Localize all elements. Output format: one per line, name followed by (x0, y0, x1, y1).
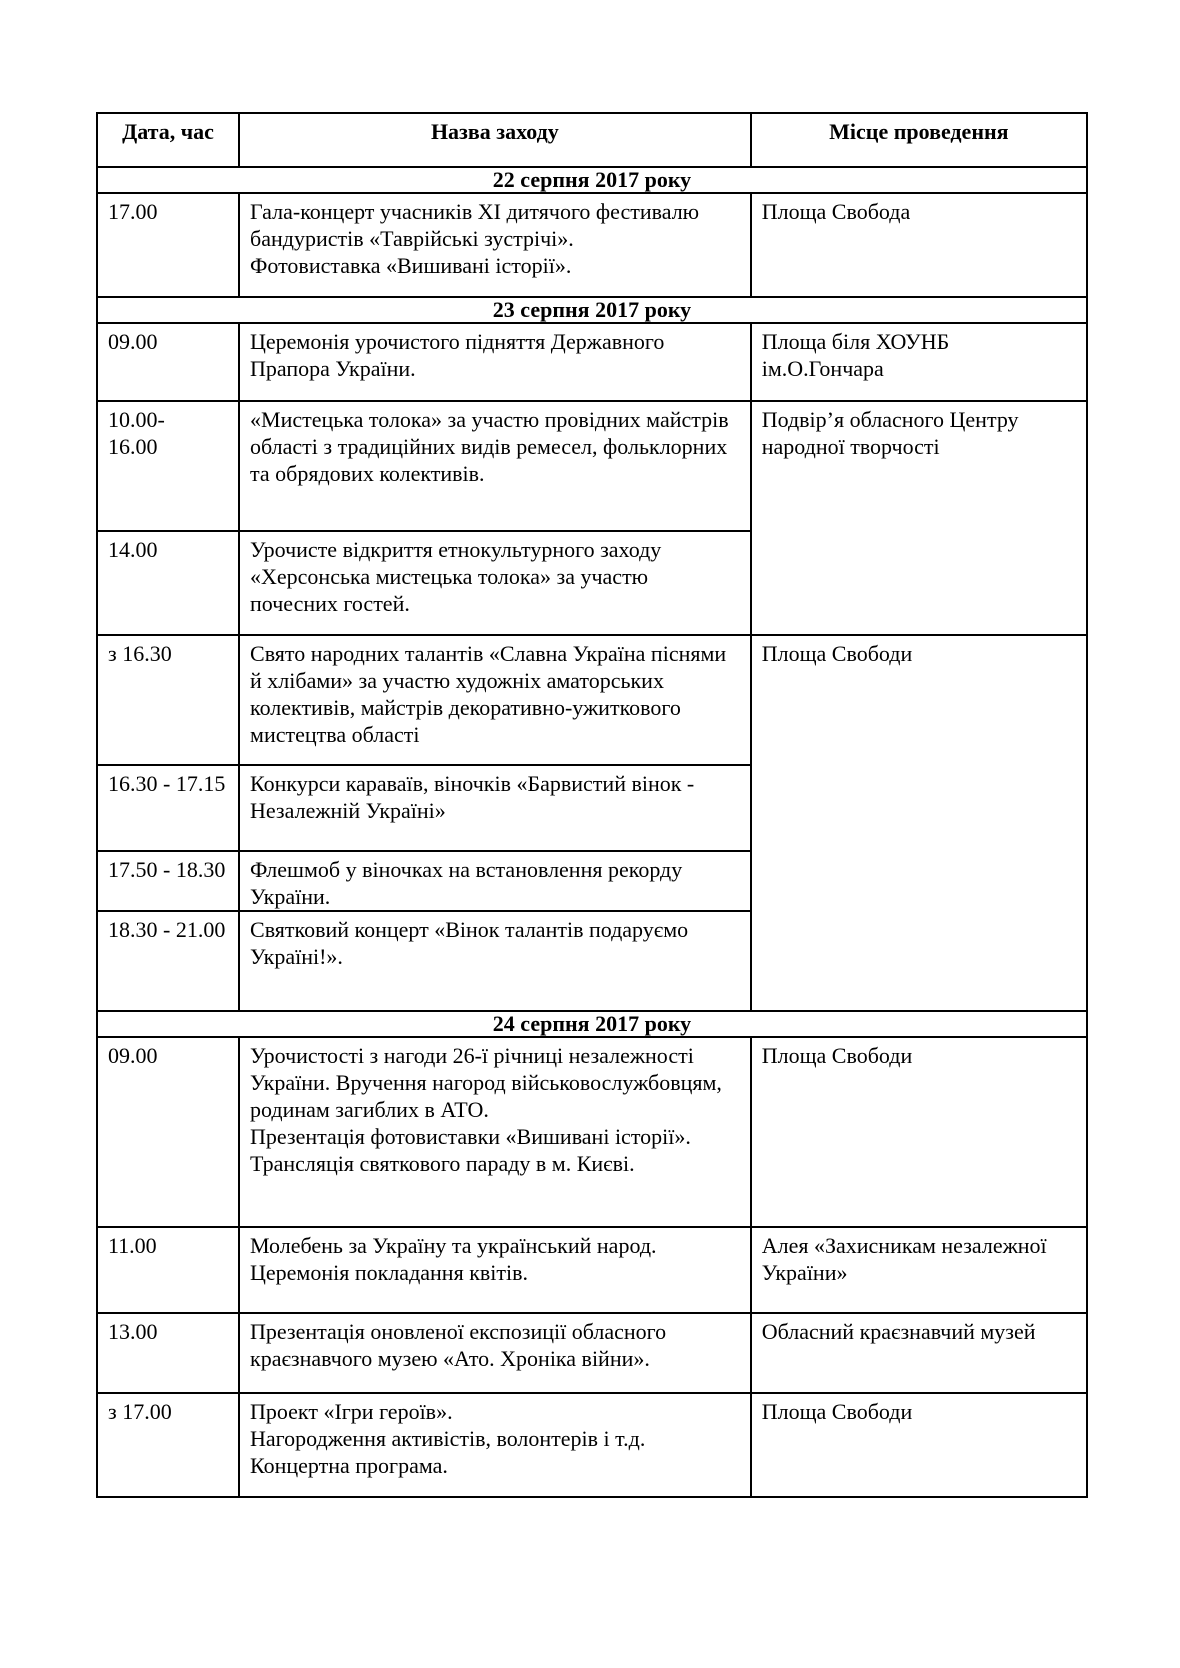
place-cell: Площа Свободи (761, 641, 913, 666)
date-row-23 (97, 297, 1087, 323)
time-cell: 16.30 - 17.15 (108, 771, 226, 796)
place-cell: Обласний краєзнавчий музей (761, 1319, 1036, 1344)
date-label: 24 серпня 2017 року (97, 1011, 1087, 1037)
events-schedule-table (96, 112, 1088, 1498)
table-row (97, 1313, 1087, 1393)
header-date: Дата, час (97, 113, 239, 167)
time-cell: 10.00- 16.00 (108, 407, 165, 459)
table-row (97, 1227, 1087, 1313)
place-cell: Площа Свобода (761, 199, 911, 224)
date-label: 23 серпня 2017 року (97, 297, 1087, 323)
table-header-row (97, 113, 1087, 167)
table-row (97, 193, 1087, 297)
time-cell: 09.00 (108, 329, 158, 354)
event-cell: Церемонія урочистого підняття Державного Прапора України. (250, 329, 665, 381)
event-cell: Святковий концерт «Вінок талантів подаруємо Україні!». (250, 917, 689, 969)
date-label: 22 серпня 2017 року (97, 167, 1087, 193)
document-page (96, 112, 1088, 1498)
table-row (97, 323, 1087, 401)
time-cell: 17.50 - 18.30 (108, 857, 226, 882)
event-cell: «Мистецька толока» за участю провідних майстрів області з традиційних видів ремесел, фольклорних та обрядових колективів. (250, 407, 729, 486)
event-cell: Флешмоб у віночках на встановлення рекорду України. (250, 857, 683, 909)
place-cell: Площа Свободи (761, 1399, 913, 1424)
date-row-22 (97, 167, 1087, 193)
time-cell: з 16.30 (108, 641, 172, 666)
time-cell: 17.00 (108, 199, 158, 224)
time-cell: 09.00 (108, 1043, 158, 1068)
table-row (97, 635, 1087, 765)
event-cell: Гала-концерт учасників ХІ дитячого фестивалю бандуристів «Таврійські зустрічі». Фотовиставка «Вишивані історії». (250, 199, 700, 278)
time-cell: 13.00 (108, 1319, 158, 1344)
event-cell: Презентація оновленої експозиції обласного краєзнавчого музею «Ато. Хроніка війни». (250, 1319, 667, 1371)
table-row (97, 1393, 1087, 1497)
header-place: Місце проведення (751, 113, 1087, 167)
date-row-24 (97, 1011, 1087, 1037)
place-cell: Площа Свободи (761, 1043, 913, 1068)
time-cell: 14.00 (108, 537, 158, 562)
event-cell: Свято народних талантів «Славна Україна піснями й хлібами» за участю художніх аматорських колективів, майстрів декоративно-ужиткового мистецтва області (250, 641, 727, 747)
table-row (97, 401, 1087, 531)
place-cell: Площа біля ХОУНБ ім.О.Гончара (761, 329, 950, 381)
time-cell: 11.00 (108, 1233, 157, 1258)
event-cell: Урочисте відкриття етнокультурного заходу «Херсонська мистецька толока» за участю почесних гостей. (250, 537, 662, 616)
event-cell: Урочистості з нагоди 26-ї річниці незалежності України. Вручення нагород військовослужбовцям, родинам загиблих в АТО. Презентація фотовиставки «Вишивані історії». Трансляція святкового параду в м. Києві. (250, 1043, 722, 1176)
place-cell: Подвір’я обласного Центру народної творчості (761, 407, 1019, 459)
time-cell: з 17.00 (108, 1399, 172, 1424)
table-row (97, 1037, 1087, 1227)
header-event-name: Назва заходу (239, 113, 751, 167)
time-cell: 18.30 - 21.00 (108, 917, 226, 942)
event-cell: Молебень за Україну та український народ. Церемонія покладання квітів. (250, 1233, 657, 1285)
event-cell: Проект «Ігри героїв». Нагородження активістів, волонтерів і т.д. Концертна програма. (250, 1399, 646, 1478)
event-cell: Конкурси караваїв, віночків «Барвистий вінок - Незалежній Україні» (250, 771, 695, 823)
place-cell: Алея «Захисникам незалежної України» (761, 1233, 1047, 1285)
